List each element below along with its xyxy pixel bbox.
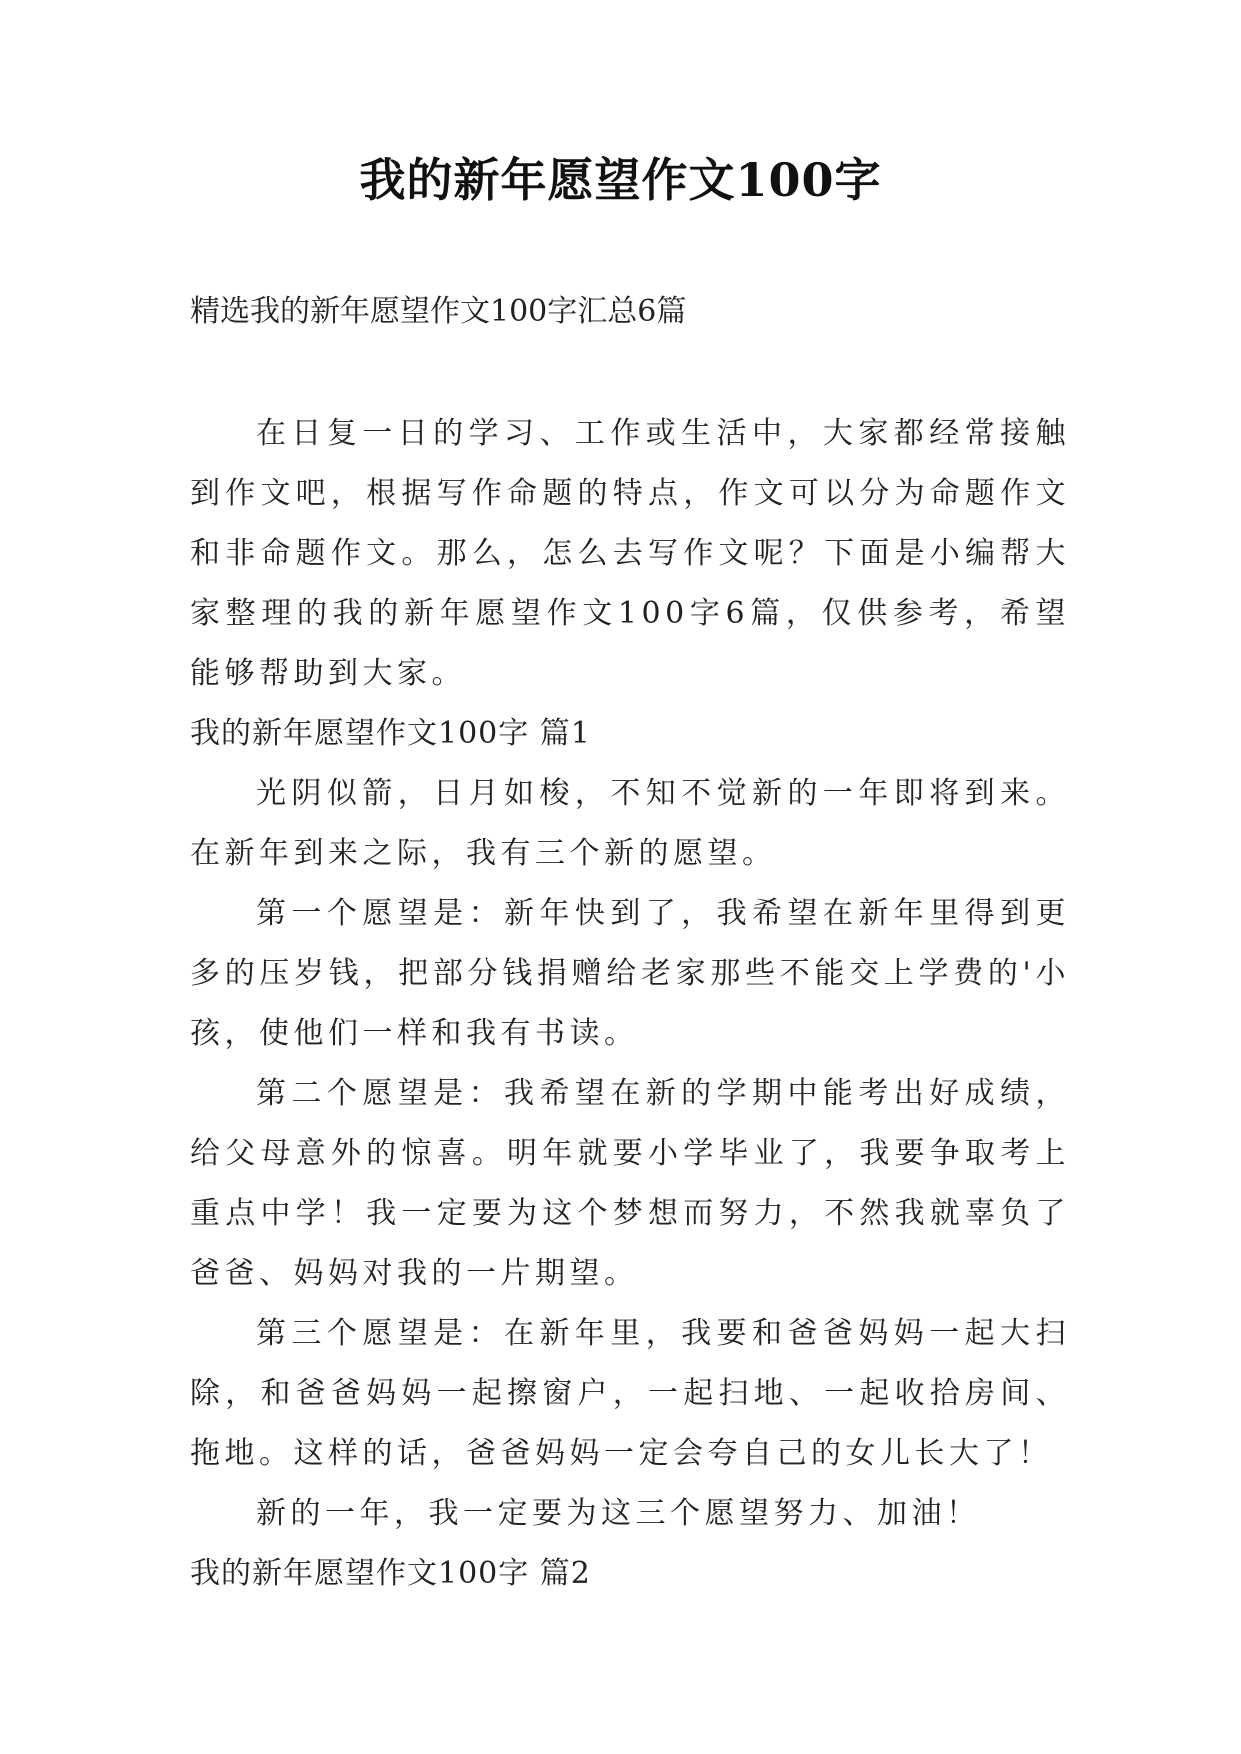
section1-paragraph: 第二个愿望是：我希望在新的学期中能考出好成绩，给父母意外的惊喜。明年就要小学毕业了，我要争取考上重点中学！我一定要为这个梦想而努力，不然我就辜负了爸爸、妈妈对我的一片期望。 (190, 1076, 1070, 1291)
section1-paragraph: 光阴似箭，日月如梭，不知不觉新的一年即将到来。在新年到来之际，我有三个新的愿望。 (190, 776, 1070, 871)
section-heading-2: 我的新年愿望作文100字 篇2 (190, 1556, 591, 1591)
document-body (190, 404, 1070, 1604)
section1-paragraph: 新的一年，我一定要为这三个愿望努力、加油！ (256, 1496, 981, 1531)
intro-paragraph: 在日复一日的学习、工作或生活中，大家都经常接触到作文吧，根据写作命题的特点，作文可以分为命题作文和非命题作文。那么，怎么去写作文呢？下面是小编帮大家整理的我的新年愿望作文100字6篇，仅供参考，希望能够帮助到大家。 (190, 416, 1070, 691)
section1-paragraph: 第三个愿望是：在新年里，我要和爸爸妈妈一起大扫除，和爸爸妈妈一起擦窗户，一起扫地、一起收拾房间、拖地。这样的话，爸爸妈妈一定会夸自己的女儿长大了！ (190, 1316, 1070, 1471)
section1-paragraph: 第一个愿望是：新年快到了，我希望在新年里得到更多的压岁钱，把部分钱捐赠给老家那些不能交上学费的'小孩，使他们一样和我有书读。 (190, 896, 1070, 1051)
document-subtitle: 精选我的新年愿望作文100字汇总6篇 (190, 294, 687, 329)
document-title: 我的新年愿望作文100字 (359, 153, 882, 207)
section-heading-1: 我的新年愿望作文100字 篇1 (190, 716, 591, 751)
